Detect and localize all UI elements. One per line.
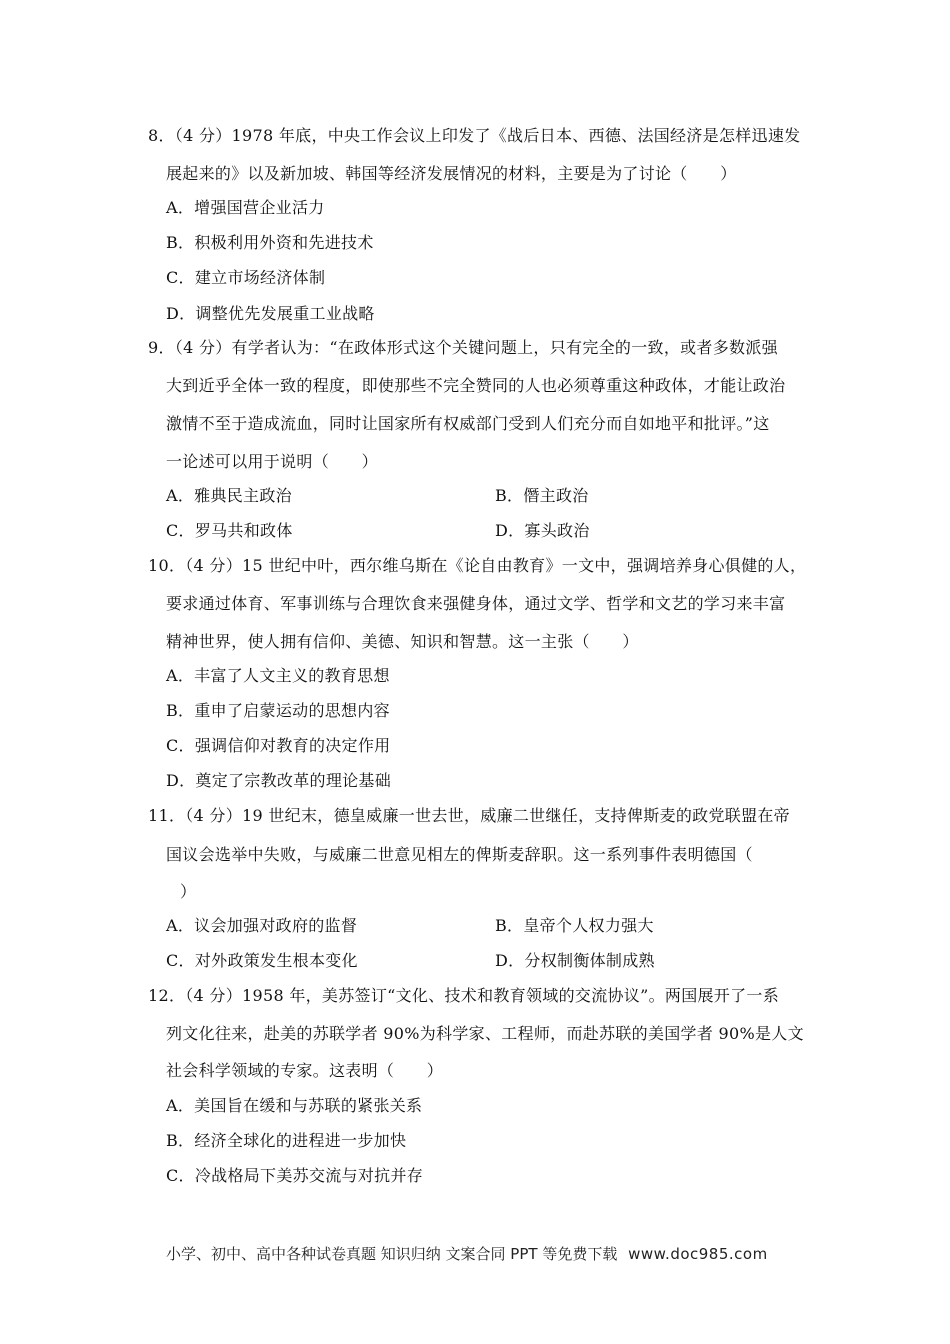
question-8-line-2: 展起来的》以及新加坡、韩国等经济发展情况的材料，主要是为了讨论（ ）	[166, 164, 737, 183]
question-8-option-c: C．建立市场经济体制	[166, 268, 326, 287]
question-12-option-c: C．冷战格局下美苏交流与对抗并存	[166, 1166, 424, 1185]
question-10-line-3: 精神世界，使人拥有信仰、美德、知识和智慧。这一主张（ ）	[166, 632, 639, 651]
question-10-option-c: C．强调信仰对教育的决定作用	[166, 736, 391, 755]
question-11-option-a: A．议会加强对政府的监督	[166, 916, 358, 935]
question-11-line-2: 国议会选举中失败，与威廉二世意见相左的俾斯麦辞职。这一系列事件表明德国（	[166, 845, 753, 864]
question-12-line-2: 列文化往来，赴美的苏联学者 90%为科学家、工程师，而赴苏联的美国学者 90%是人文	[166, 1024, 804, 1043]
question-11-option-c: C．对外政策发生根本变化	[166, 951, 358, 970]
question-8-option-a: A．增强国营企业活力	[166, 198, 325, 217]
question-9-option-d: D．寡头政治	[495, 521, 590, 540]
question-9-line-1: 9．（4 分）有学者认为：“在政体形式这个关键问题上，只有完全的一致，或者多数派强	[148, 338, 778, 357]
question-8-line-1: 8．（4 分）1978 年底，中央工作会议上印发了《战后日本、西德、法国经济是怎样迅速发	[148, 126, 801, 145]
question-9-line-4: 一论述可以用于说明（ ）	[166, 452, 378, 471]
question-10-line-2: 要求通过体育、军事训练与合理饮食来强健身体，通过文学、哲学和文艺的学习来丰富	[166, 594, 786, 613]
question-10-option-b: B．重申了启蒙运动的思想内容	[166, 701, 390, 720]
question-11-option-b: B．皇帝个人权力强大	[495, 916, 654, 935]
question-9-option-a: A．雅典民主政治	[166, 486, 292, 505]
question-12-option-a: A．美国旨在缓和与苏联的紧张关系	[166, 1096, 423, 1115]
question-10-line-1: 10．（4 分）15 世纪中叶，西尔维乌斯在《论自由教育》一文中，强调培养身心俱健的人，	[148, 556, 807, 575]
question-11-line-3: ）	[180, 882, 197, 901]
question-9-option-b: B．僭主政治	[495, 486, 589, 505]
question-12-line-3: 社会科学领域的专家。这表明（ ）	[166, 1061, 444, 1080]
question-9-option-c: C．罗马共和政体	[166, 521, 293, 540]
question-11-option-d: D．分权制衡体制成熟	[495, 951, 655, 970]
question-12-option-b: B．经济全球化的进程进一步加快	[166, 1131, 407, 1150]
question-9-line-3: 激情不至于造成流血，同时让国家所有权威部门受到人们充分而自如地平和批评。”这	[166, 414, 770, 433]
question-10-option-a: A．丰富了人文主义的教育思想	[166, 666, 390, 685]
question-11-line-1: 11．（4 分）19 世纪末，德皇威廉一世去世，威廉二世继任，支持俾斯麦的政党联盟在帝	[148, 806, 790, 825]
footer-text: 小学、初中、高中各种试卷真题 知识归纳 文案合同 PPT 等免费下载	[166, 1245, 618, 1263]
question-9-line-2: 大到近乎全体一致的程度，即使那些不完全赞同的人也必须尊重这种政体，才能让政治	[166, 376, 786, 395]
question-12-line-1: 12．（4 分）1958 年，美苏签订“文化、技术和教育领域的交流协议”。两国展开了一系	[148, 986, 779, 1005]
question-8-option-d: D．调整优先发展重工业战略	[166, 304, 375, 323]
page-footer	[166, 1244, 774, 1264]
question-8-option-b: B．积极利用外资和先进技术	[166, 233, 374, 252]
question-10-option-d: D．奠定了宗教改革的理论基础	[166, 771, 392, 790]
footer-site-link[interactable]: www.doc985.com	[628, 1245, 768, 1263]
